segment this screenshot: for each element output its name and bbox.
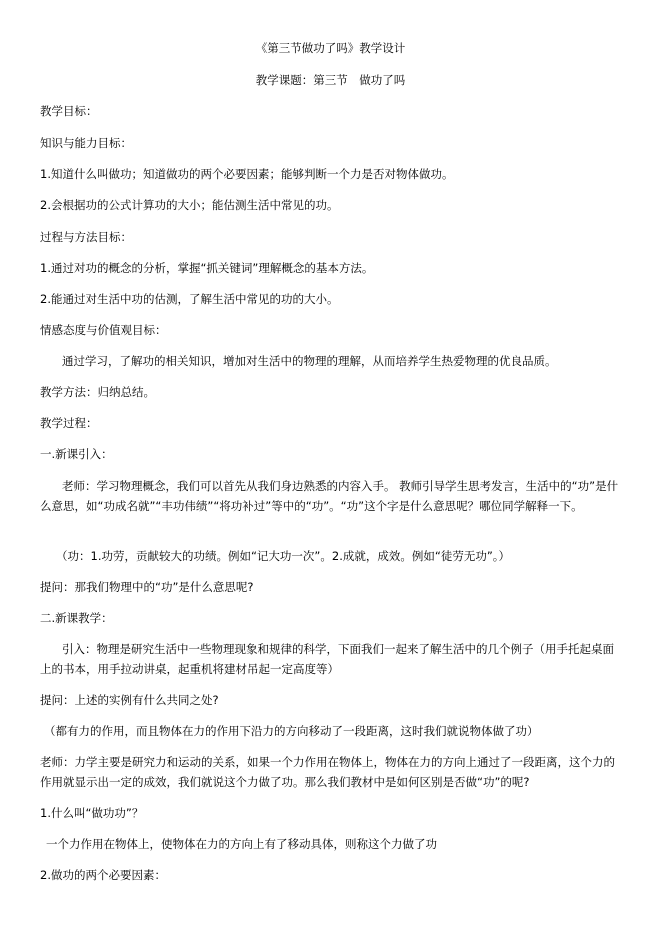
document-title: 《第三节做功了吗》教学设计 [255, 41, 406, 55]
question-2: 提问：上述的实例有什么共同之处? [40, 693, 219, 707]
question-1: 提问：那我们物理中的“功”是什么意思呢? [40, 580, 254, 594]
teaching-method: 教学方法：归纳总结。 [40, 385, 155, 399]
process-item-2: 2.能通过对生活中功的估测，了解生活中常见的功的大小。 [40, 292, 339, 306]
lesson-topic: 教学课题：第三节 做功了吗 [255, 73, 406, 87]
question-what-is-work: 1.什么叫“做功功”？ [40, 806, 144, 820]
teaching-process-heading: 教学过程： [40, 416, 98, 430]
work-definition: 一个力作用在物体上，使物体在力的方向上有了移动具体，则称这个力做了功 [46, 837, 437, 851]
answer-2: （都有力的作用，而且物体在力的作用下沿力的方向移动了一段距离，这时我们就说物体做了功） [44, 724, 539, 738]
teacher-paragraph-1: 老师：学习物理概念，我们可以首先从我们身边熟悉的内容入手。 教师引导学生思考发言，生活中的“功”是什么意思，如“功成名就”“丰功伟绩”“将功补过”等中的“功”。“功”这个字是什么意思呢？哪位同学解释一下。 [40, 479, 619, 513]
gong-definition: （功：1.功劳，贡献较大的功绩。例如“记大功一次”。2.成就，成效。例如“徒劳无功”。） [56, 549, 511, 563]
intro-paragraph: 引入：物理是研究生活中一些物理现象和规律的科学，下面我们一起来了解生活中的几个例子（用手托起桌面上的书本，用手拉动讲桌，起重机将建材吊起一定高度等） [40, 642, 614, 676]
work-factors-heading: 2.做功的两个必要因素： [40, 868, 166, 882]
knowledge-item-2: 2.会根据功的公式计算功的大小；能估测生活中常见的功。 [40, 198, 339, 212]
section-intro-heading: 一.新课引入： [40, 447, 113, 461]
emotion-heading: 情感态度与价值观目标： [40, 323, 167, 337]
teacher-paragraph-2: 老师：力学主要是研究力和运动的关系，如果一个力作用在物体上，物体在力的方向上通过了一段距离，这个力的作用就显示出一定的成效，我们就说这个力做了功。那么我们教材中是如何区别是否做“功”的呢? [40, 755, 615, 789]
process-heading: 过程与方法目标： [40, 230, 132, 244]
knowledge-heading: 知识与能力目标： [40, 136, 132, 150]
goals-heading: 教学目标： [40, 104, 98, 118]
knowledge-item-1: 1.知道什么叫做功；知道做功的两个必要因素；能够判断一个力是否对物体做功。 [40, 167, 454, 181]
section-new-lesson-heading: 二.新课教学： [40, 611, 113, 625]
emotion-item: 通过学习，了解功的相关知识，增加对生活中的物理的理解，从而培养学生热爱物理的优良品质。 [62, 354, 557, 368]
process-item-1: 1.通过对功的概念的分析，掌握“抓关键词”理解概念的基本方法。 [40, 261, 374, 275]
